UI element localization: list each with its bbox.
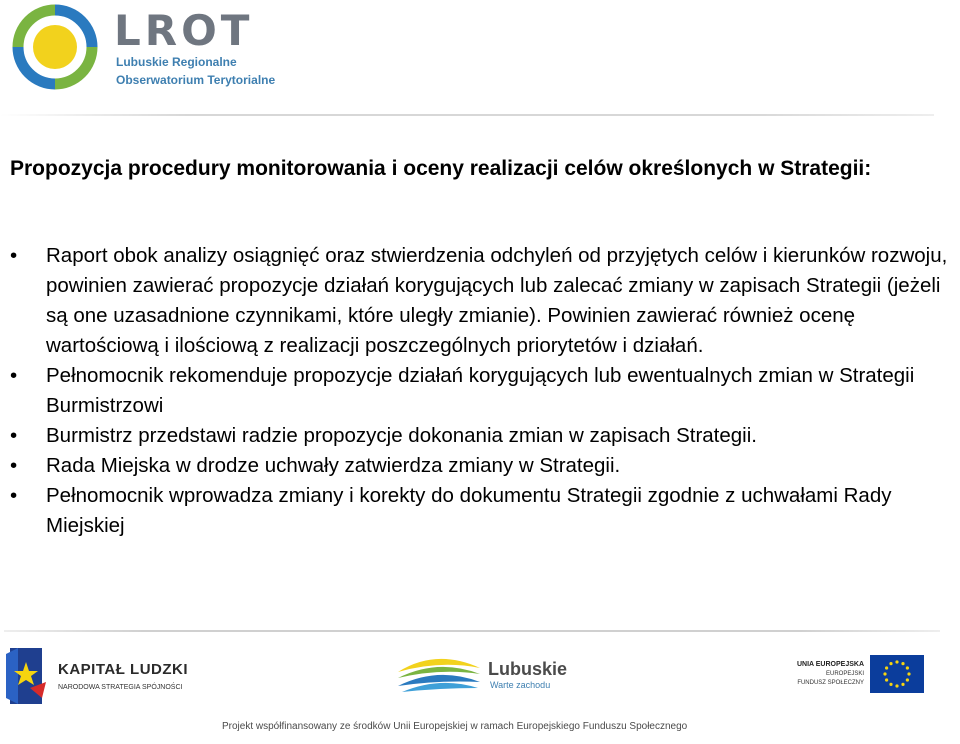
list-item-text: Burmistrz przedstawi radzie propozycje dokonania zmian w zapisach Strategii.	[46, 424, 757, 447]
eu-star-icon	[901, 683, 904, 686]
logo-subtitle-2: Obserwatorium Terytorialne	[116, 73, 276, 87]
bullet-list	[10, 241, 955, 541]
eu-star-icon	[895, 660, 898, 663]
project-funding-note: Projekt współfinansowany ze środków Unii Europejskiej w ramach Europejskiego Funduszu Społecznego	[222, 721, 688, 732]
eu-star-icon	[889, 662, 892, 665]
eu-star-icon	[889, 683, 892, 686]
bullet-marker: •	[10, 454, 18, 477]
eu-star-icon	[901, 662, 904, 665]
kapital-ludzki-subtitle: NARODOWA STRATEGIA SPÓJNOŚCI	[58, 684, 183, 691]
eu-star-icon	[885, 666, 888, 669]
eu-text-block	[760, 659, 864, 688]
lrot-sun-logo-icon	[12, 4, 98, 90]
kapital-ludzki-logo	[6, 648, 206, 704]
kapital-ludzki-title: KAPITAŁ LUDZKI	[58, 661, 189, 678]
list-item-text: Pełnomocnik rekomenduje propozycje działań korygujących lub ewentualnych zmian w Strategii Burmistrzowi	[46, 364, 915, 417]
logo-subtitle-1: Lubuskie Regionalne	[116, 55, 237, 69]
eu-line-3: FUNDUSZ SPOŁECZNY	[797, 680, 864, 686]
list-item	[10, 361, 955, 421]
eu-flag-icon	[870, 655, 924, 693]
list-item-text: Pełnomocnik wprowadza zmiany i korekty do dokumentu Strategii zgodnie z uchwałami Rady Miejskiej	[46, 484, 892, 537]
eu-star-icon	[906, 666, 909, 669]
lrot-logo	[12, 4, 312, 104]
page-title: Propozycja procedury monitorowania i oceny realizacji celów określonych w Strategii:	[10, 157, 872, 180]
bullet-marker: •	[10, 484, 18, 507]
bullet-marker: •	[10, 244, 18, 267]
lubuskie-title: Lubuskie	[488, 659, 568, 679]
bullet-marker: •	[10, 364, 18, 387]
eu-star-icon	[883, 672, 886, 675]
eu-star-icon	[895, 684, 898, 687]
eu-star-icon	[906, 678, 909, 681]
eu-star-icon	[907, 672, 910, 675]
logo-wordmark: LROT	[114, 6, 254, 55]
lubuskie-waves-icon	[396, 652, 482, 702]
list-item	[10, 451, 955, 481]
list-item-text: Raport obok analizy osiągnięć oraz stwierdzenia odchyleń od przyjętych celów i kierunków rozwoju, powinien zawierać propozycje działań korygujących lub zalecać zmiany w zapisach Strategii (jeżeli są one uzasadnione czynnikami, które uległy zmianie). Powinien zawierać również ocenę wartościową i ilościową z realizacji poszczególnych priorytetów i działań.	[46, 244, 948, 357]
footer-divider	[4, 630, 940, 632]
list-item	[10, 241, 955, 361]
header-divider	[0, 114, 934, 116]
lubuskie-subtitle: Warte zachodu	[490, 680, 551, 690]
eu-line-2: EUROPEJSKI	[825, 671, 864, 677]
list-item	[10, 481, 955, 541]
kapital-ludzki-star-icon	[6, 648, 52, 704]
eu-star-icon	[885, 678, 888, 681]
list-item	[10, 421, 955, 451]
eu-line-1: UNIA EUROPEJSKA	[796, 661, 864, 668]
list-item-text: Rada Miejska w drodze uchwały zatwierdza zmiany w Strategii.	[46, 454, 621, 477]
bullet-marker: •	[10, 424, 18, 447]
eu-logo	[760, 655, 930, 701]
lubuskie-logo	[396, 650, 596, 702]
